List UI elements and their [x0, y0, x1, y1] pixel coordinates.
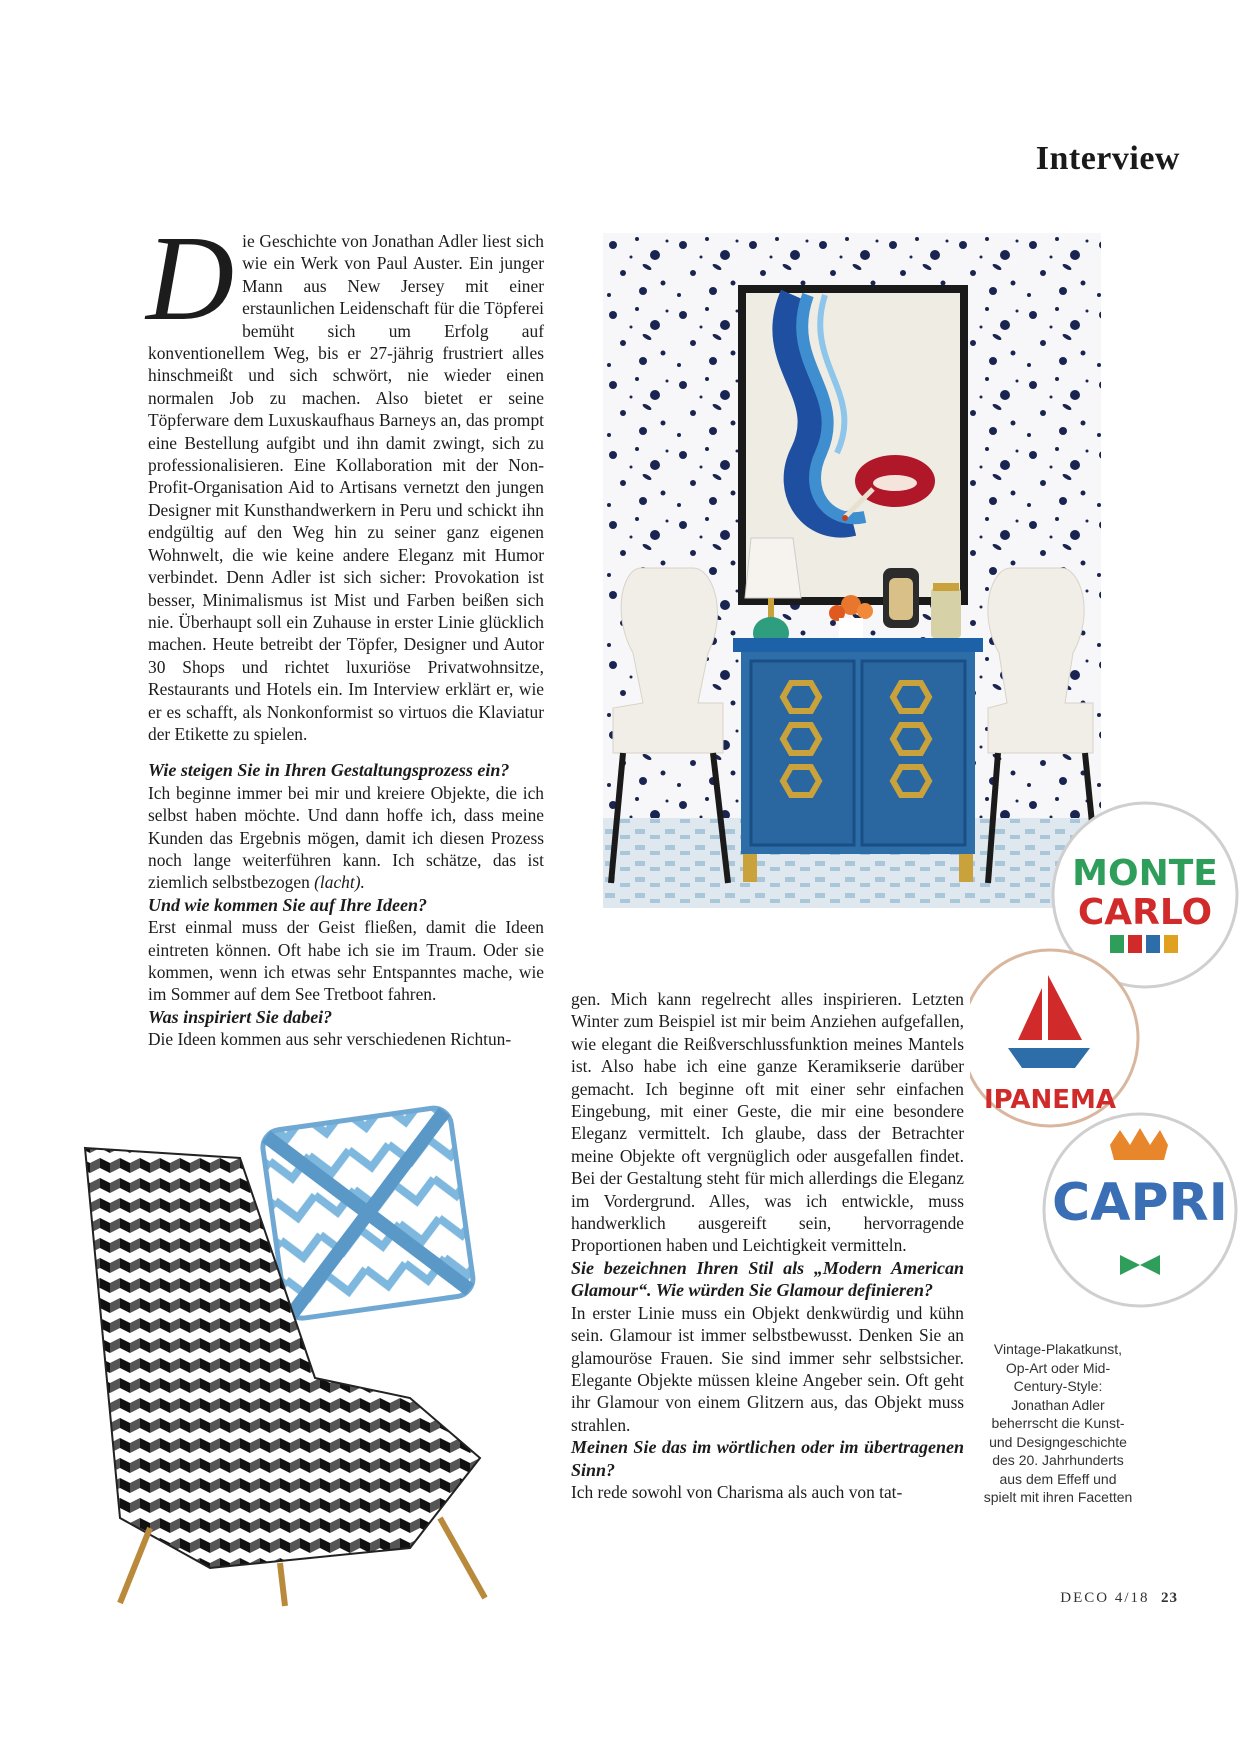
drop-cap: D: [146, 211, 235, 346]
question-4: Sie bezeichnen Ihren Stil als „Modern American Glamour“. Wie würden Sie Glamour definieren?: [571, 1257, 964, 1301]
intro-text: ie Geschichte von Jonathan Adler liest sich wie ein Werk von Paul Auster. Ein junger Mann aus New Jersey mit einer erstaunlichen Leidenschaft für die Töpferei bemüht sich um Erfolg auf konventionellem Weg, bis er 27-jährig frustriert alles hinschmeißt und sich schwört, nie wieder einen normalen Job zu machen. Also bietet er seine Töpferware dem Luxuskaufhaus Barneys an, das prompt eine Bestellung aufgibt und ihn damit zwingt, sich zu professionalisieren. Eine Kollaboration mit der Non-Profit-Organisation Aid to Artisans vernetzt den jungen Designer mit Kunsthandwerkern in Peru und schickt ihn endgültig auf den Weg hin zu seiner ganz eigenen Wohnwelt, die wie keine andere Eleganz mit Humor verbindet. Denn Adler ist sich sicher: Provokation ist besser, Minimalismus ist Mist und Farben beißen sich nie. Überhaupt soll ein Zuhause in erster Linie glücklich machen. Heute betreibt der Töpfer, Designer und Autor 30 Shops und richtet luxuriöse Privatwohnsitze, Restaurants und Hotels ein. Im Interview erklärt er, wie er es schafft, als Nonkonformist so virtuos die Klaviatur der Etikette zu spielen.: [148, 231, 544, 744]
plate-capri-label: CAPRI: [1052, 1173, 1228, 1233]
armchair-illustration: [80, 1098, 550, 1608]
text-column-right: [571, 988, 964, 1503]
plate-carlo-label: CARLO: [1077, 892, 1213, 933]
armchair-photo: [80, 1098, 550, 1608]
question-1: Wie steigen Sie in Ihren Gestaltungsprozess ein?: [148, 760, 510, 781]
text-column-left: [146, 211, 544, 1051]
answer-1-text: Ich beginne immer bei mir und kreiere Objekte, die ich selbst haben möchte. Und dann hoffe ich, dass meine Kunden das Ergebnis mögen, damit ich diesen Prozess noch lange weiterführen kann. Ich schätze, das ist ziemlich selbstbezogen: [148, 782, 544, 893]
section-title: Interview: [1035, 140, 1180, 177]
intro-paragraph: [146, 211, 544, 745]
answer-1: [148, 782, 544, 894]
question-3: Was inspiriert Sie dabei?: [148, 1006, 333, 1027]
question-2: Und wie kommen Sie auf Ihre Ideen?: [148, 894, 428, 915]
page-number: 23: [1161, 1590, 1178, 1606]
answer-1-laugh: (lacht).: [314, 872, 365, 893]
answer-5: Ich rede sowohl von Charisma als auch von tat-: [571, 1481, 903, 1502]
plates-photo: [970, 800, 1240, 1320]
question-5: Meinen Sie das im wörtlichen oder im übertragenen Sinn?: [571, 1437, 964, 1480]
answer-3-start: Die Ideen kommen aus sehr verschiedenen Richtun-: [148, 1029, 512, 1050]
answer-3-continued: gen. Mich kann regelrecht alles inspirieren. Letzten Winter zum Beispiel ist mir beim Anziehen aufgefallen, wie elegant die Reißverschlussfunktion meines Mantels ist. Also habe ich eine ganze Keramikserie darüber gemacht. Ich beginne oft mit einer sehr einfachen Eingebung, mit einer Geste, die mir eine besondere Eleganz vermittelt. Ich glaube, dass der Betrachter meine Objekte oft vergnüglich oder ausgefallen findet. Bei der Gestaltung steht für mich allerdings die Eleganz im Vordergrund. Alles, was ich entwickle, muss handwerklich ausgereift sein, hervorragende Proportionen haben und Leichtigkeit vermitteln.: [571, 989, 964, 1256]
page-footer: [1060, 1590, 1178, 1607]
answer-4: In erster Linie muss ein Objekt denkwürdig und kühn sein. Glamour ist immer selbstbewusst. Denken Sie an glamouröse Frauen. Sie sind immer sehr selbstsicher. Elegante Objekte müssen kleine Angeber sein. Oft geht ihr Glamour von einem Glitzern aus, das Objekt muss strahlen.: [571, 1302, 964, 1435]
plate-monte-label: MONTE: [1072, 853, 1218, 894]
magazine-issue: DECO 4/18: [1060, 1590, 1150, 1606]
photo-caption: Vintage-Plakatkunst, Op-Art oder Mid-Century-Style: Jonathan Adler beherrscht die Kunst- und Designgeschichte des 20. Jahrhunderts aus dem Effeff und spielt mit ihren Facetten: [983, 1341, 1133, 1505]
plates-illustration: [970, 800, 1240, 1320]
plate-ipanema-label: IPANEMA: [984, 1085, 1116, 1115]
answer-2: Erst einmal muss der Geist fließen, damit die Ideen eintreten können. Oft habe ich sie im Traum. Oder sie kommen, wenn ich etwas sehr Entspanntes mache, wie im Sommer auf dem See Tretboot fahren.: [148, 917, 544, 1005]
